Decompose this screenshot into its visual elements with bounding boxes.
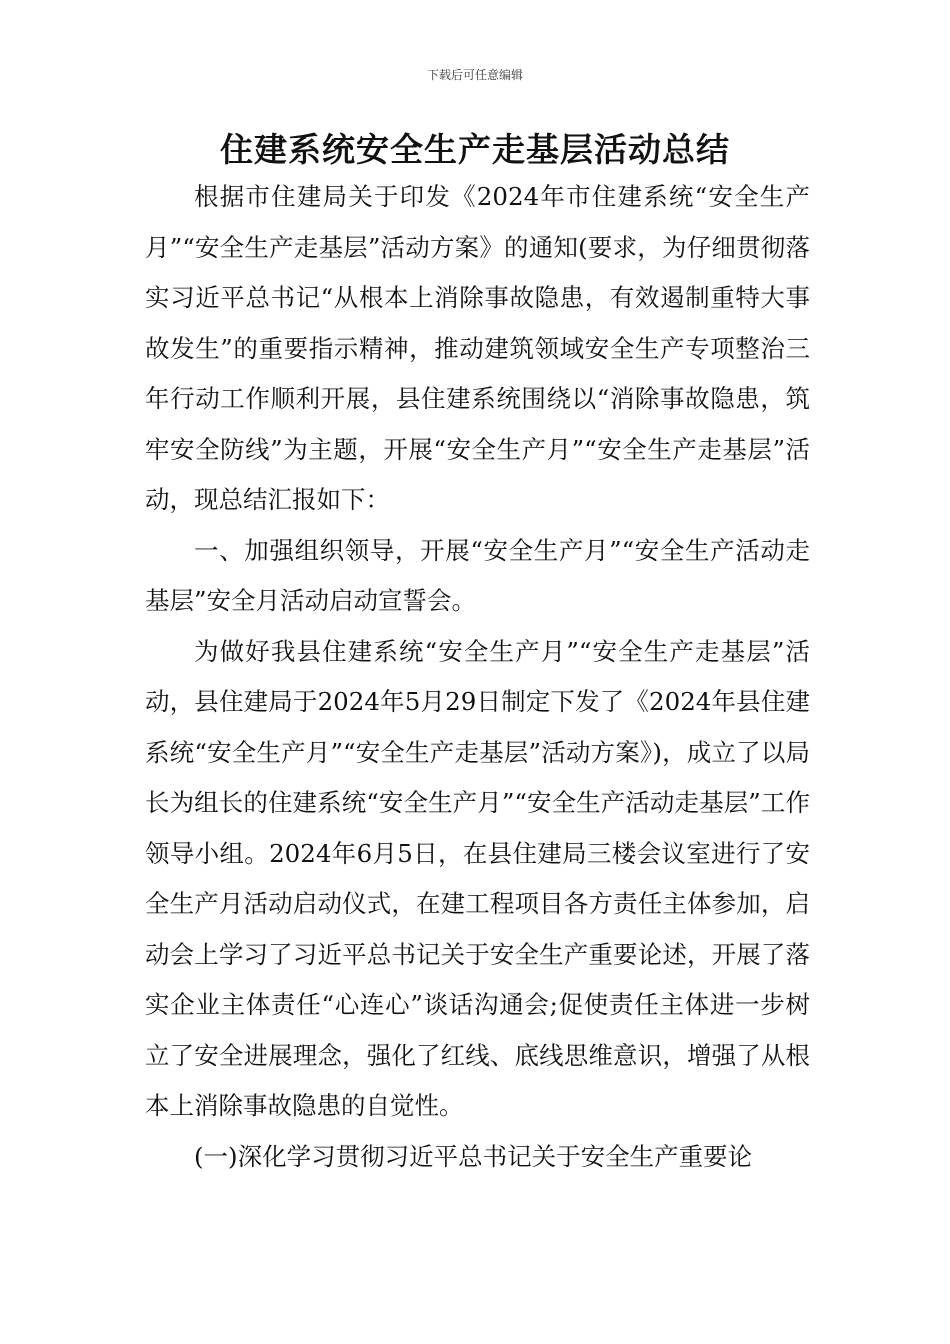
paragraph-section-body-1: 为做好我县住建系统“安全生产月”“安全生产走基层”活动，县住建局于2024年5月29日制定下发了《2024年县住建系统“安全生产月”“安全生产走基层”活动方案》)，成立了以局长为组长的住建系统“安全生产月”“安全生产活动走基层”工作领导小组。2024年6月5日，在县住建局三楼会议室进行了安全生产月活动启动仪式，在建工程项目各方责任主体参加，启动会上学习了习近平总书记关于安全生产重要论述，开展了落实企业主体责任“心连心”谈话沟通会;促使责任主体进一步树立了安全进展理念，强化了红线、底线思维意识，增强了从根本上消除事故隐患的自觉性。 bbox=[145, 636, 810, 1120]
paragraph-subsection-heading-1: (一)深化学习贯彻习近平总书记关于安全生产重要论 bbox=[194, 1141, 753, 1171]
paragraph-intro: 根据市住建局关于印发《2024年市住建系统“安全生产月”“安全生产走基层”活动方案》的通知(要求，为仔细贯彻落实习近平总书记“从根本上消除事故隐患，有效遏制重特大事故发生”的重要指示精神，推动建筑领域安全生产专项整治三年行动工作顺利开展，县住建系统围绕以“消除事故隐患，筑牢安全防线”为主题，开展“安全生产月”“安全生产走基层”活动，现总结汇报如下： bbox=[145, 182, 810, 514]
document-title: 住建系统安全生产走基层活动总结 bbox=[220, 130, 730, 169]
paragraph-section-heading-1: 一、加强组织领导，开展“安全生产月”“安全生产活动走基层”安全月活动启动宣誓会。 bbox=[145, 535, 810, 615]
document-body bbox=[145, 172, 810, 1182]
header-note: 下载后可任意编辑 bbox=[426, 68, 523, 82]
